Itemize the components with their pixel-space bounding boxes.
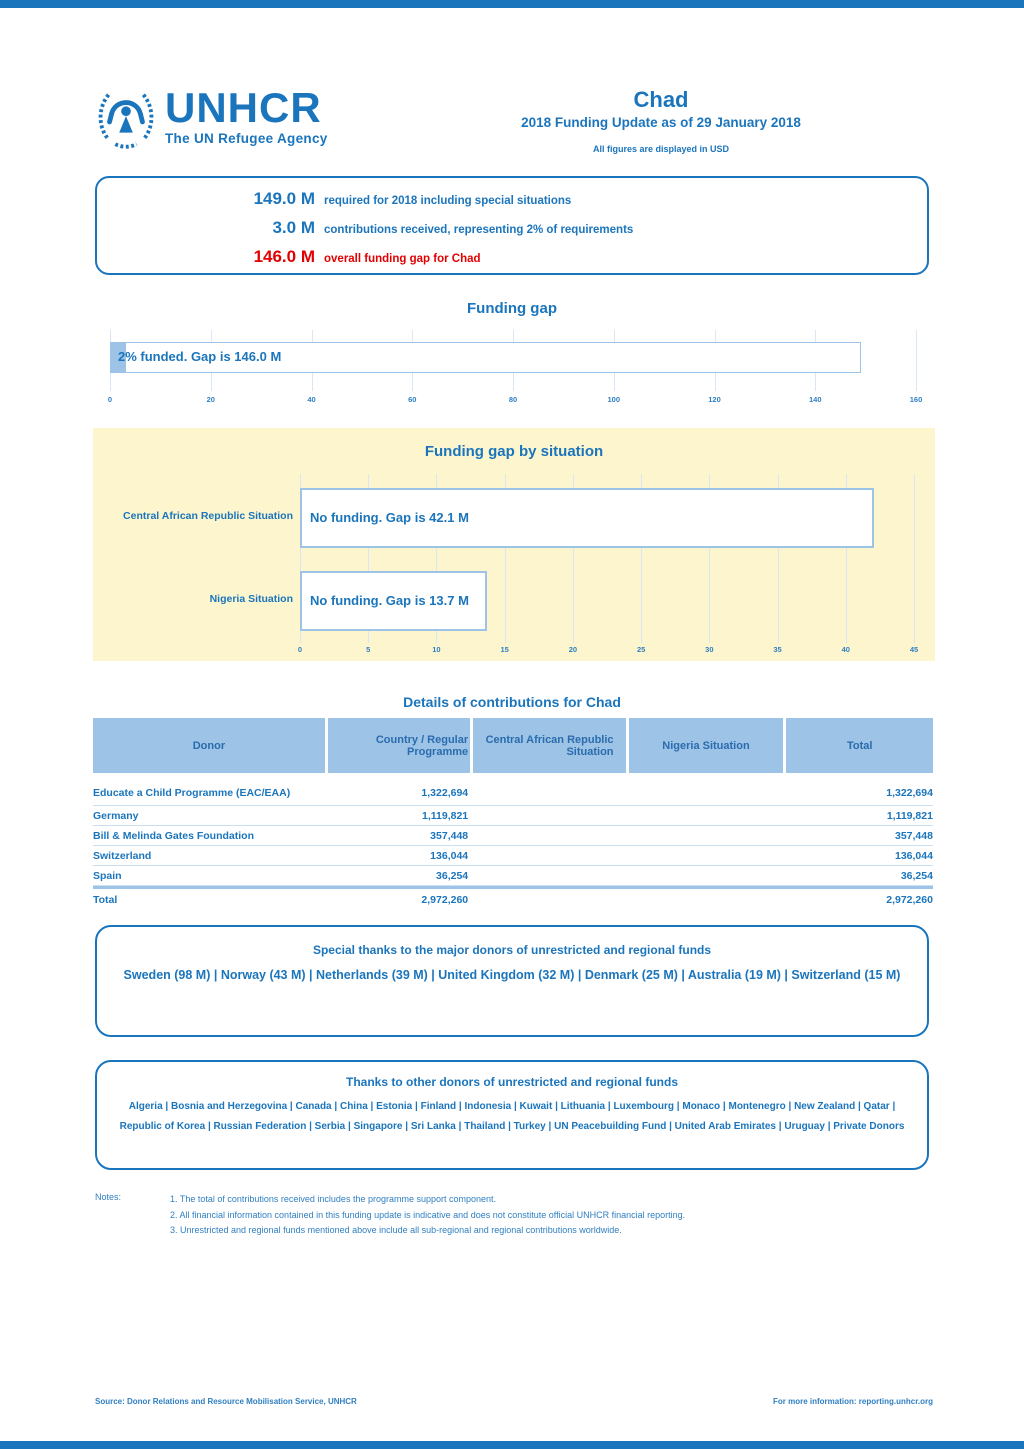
contributions-table-title: Details of contributions for Chad	[403, 694, 621, 710]
contributions-label: contributions received, representing 2% of requirements	[324, 224, 634, 236]
amount-cell: 1,322,694	[421, 787, 469, 799]
column-header: Central African Republic Situation	[470, 718, 625, 773]
unhcr-emblem-icon	[95, 88, 157, 150]
car-situation-bar	[300, 488, 874, 548]
amount-cell: 36,254	[436, 869, 469, 882]
contributions-table-header	[93, 718, 933, 773]
amount-cell: 1,119,821	[886, 809, 933, 822]
contributions-table	[93, 718, 933, 910]
contributions-table-body	[93, 781, 933, 910]
unhcr-logo	[95, 84, 357, 154]
page-title: Chad	[633, 87, 689, 112]
situation-chart-panel	[93, 428, 935, 661]
other-thanks-donors: Algeria | Bosnia and Herzegovina | Canada | China | Estonia | Finland | Indonesia | Kuwait | Lithuania | Luxembourg | Monaco | Montenegro | New Zealand | Qatar | Republic of Korea | Russian Federation | Serbia | Singapore | Sri Lanka | Thailand | Turkey | UN Peacebuilding Fund | United Arab Emirates | Uruguay | Private Donors	[119, 1101, 905, 1132]
amount-cell: 2,972,260	[421, 893, 469, 906]
axis-tick-label: 60	[408, 395, 417, 404]
footer-source: Source: Donor Relations and Resource Mobilisation Service, UNHCR	[95, 1397, 357, 1406]
donor-cell: Spain	[93, 869, 122, 882]
axis-tick-label: 20	[206, 395, 215, 404]
document-header	[95, 84, 935, 155]
axis-tick-label: 15	[500, 645, 509, 654]
required-amount: 149.0 M	[253, 189, 315, 208]
footer-info: For more information: reporting.unhcr.org	[773, 1397, 933, 1406]
donor-cell: Bill & Melinda Gates Foundation	[93, 829, 255, 842]
axis-tick-label: 140	[808, 395, 822, 404]
funding-gap-bar	[110, 342, 861, 373]
gap-label: overall funding gap for Chad	[324, 253, 481, 265]
special-thanks-title: Special thanks to the major donors of unrestricted and regional funds	[312, 943, 712, 957]
other-thanks-title: Thanks to other donors of unrestricted and regional funds	[345, 1075, 679, 1089]
axis-tick-label: 25	[636, 645, 646, 654]
axis-tick-label: 20	[568, 645, 578, 654]
axis-tick-label: 5	[366, 645, 371, 654]
axis-tick-label: 100	[607, 395, 621, 404]
donor-cell: Total	[93, 893, 118, 906]
axis-tick-label: 80	[508, 395, 518, 404]
note-item: 1. The total of contributions received includes the programme support component.	[170, 1194, 497, 1204]
gridline	[914, 474, 915, 643]
note-item: 2. All financial information contained in this funding update is indicative and does not constitute official UNHCR financial reporting.	[170, 1209, 686, 1220]
amount-cell: 136,044	[894, 849, 933, 862]
page-subtitle: 2018 Funding Update as of 29 January 2018	[521, 115, 801, 131]
category-label-nigeria: Nigeria Situation	[209, 593, 293, 605]
funding-gap-chart	[110, 330, 916, 385]
axis-tick-label: 45	[909, 645, 919, 654]
top-border-bar	[0, 0, 1024, 8]
notes-label: Notes:	[95, 1192, 122, 1202]
nigeria-bar-label: No funding. Gap is 13.7 M	[310, 593, 469, 608]
amount-cell: 357,448	[430, 829, 469, 842]
column-header: Total	[783, 718, 933, 773]
required-label: required for 2018 including special situations	[324, 195, 572, 207]
column-header: Nigeria Situation	[626, 718, 784, 773]
column-header: Donor	[93, 718, 325, 773]
amount-cell: 357,448	[894, 829, 933, 842]
table-total-row	[93, 886, 933, 910]
axis-tick-label: 120	[708, 395, 721, 404]
donor-cell: Germany	[93, 809, 139, 822]
donor-cell: Educate a Child Programme (EAC/EAA)	[93, 787, 291, 799]
category-label-car: Central African Republic Situation	[123, 510, 293, 522]
summary-row-required	[97, 189, 927, 218]
title-block	[357, 88, 935, 154]
column-header: Country / Regular Programme	[325, 718, 470, 773]
table-row	[93, 826, 933, 846]
table-row	[93, 781, 933, 806]
amount-cell: 136,044	[430, 849, 469, 862]
table-row	[93, 806, 933, 826]
situation-chart-title: Funding gap by situation	[424, 443, 604, 460]
donor-cell: Switzerland	[93, 849, 152, 862]
car-bar-label: No funding. Gap is 42.1 M	[310, 510, 469, 525]
summary-row-contributions	[97, 218, 927, 247]
axis-tick-label: 10	[432, 645, 441, 654]
logo-tagline: The UN Refugee Agency	[165, 130, 328, 146]
axis-tick-label: 40	[841, 645, 850, 654]
axis-tick-label: 0	[297, 645, 303, 654]
special-thanks-box	[95, 925, 929, 1037]
note-item: 3. Unrestricted and regional funds mentioned above include all sub-regional and regional contributions worldwide.	[170, 1225, 622, 1235]
funding-gap-bar-label: 2% funded. Gap is 146.0 M	[118, 349, 282, 364]
amount-cell: 36,254	[900, 869, 933, 882]
notes-section	[95, 1192, 685, 1239]
amount-cell: 1,322,694	[886, 787, 933, 799]
axis-tick-label: 160	[909, 395, 923, 404]
logo-text	[165, 84, 328, 146]
currency-note: All figures are displayed in USD	[592, 144, 730, 155]
funding-gap-x-axis	[107, 393, 923, 405]
axis-tick-label: 30	[705, 645, 714, 654]
situation-chart-plot	[300, 474, 914, 637]
bottom-border-bar	[0, 1441, 1024, 1449]
amount-cell: 2,972,260	[886, 893, 933, 906]
contributions-amount: 3.0 M	[272, 218, 315, 237]
amount-cell: 1,119,821	[422, 809, 469, 822]
gridline	[916, 330, 917, 391]
axis-tick-label: 40	[307, 395, 316, 404]
page-footer	[95, 1397, 933, 1406]
summary-box	[95, 176, 929, 275]
gap-amount: 146.0 M	[253, 247, 315, 266]
special-thanks-donors: Sweden (98 M) | Norway (43 M) | Netherlands (39 M) | United Kingdom (32 M) | Denmark (25 M) | Australia (19 M) | Switzerland (15 M)	[123, 968, 901, 982]
notes-list	[170, 1192, 685, 1239]
table-row	[93, 846, 933, 866]
situation-x-axis	[297, 643, 919, 655]
other-thanks-box	[95, 1060, 929, 1170]
logo-wordmark: UNHCR	[165, 84, 322, 131]
funding-gap-chart-title: Funding gap	[467, 300, 557, 317]
axis-tick-label: 0	[107, 395, 113, 404]
table-row	[93, 866, 933, 886]
summary-row-gap	[97, 247, 927, 276]
axis-tick-label: 35	[773, 645, 782, 654]
nigeria-situation-bar	[300, 571, 487, 631]
